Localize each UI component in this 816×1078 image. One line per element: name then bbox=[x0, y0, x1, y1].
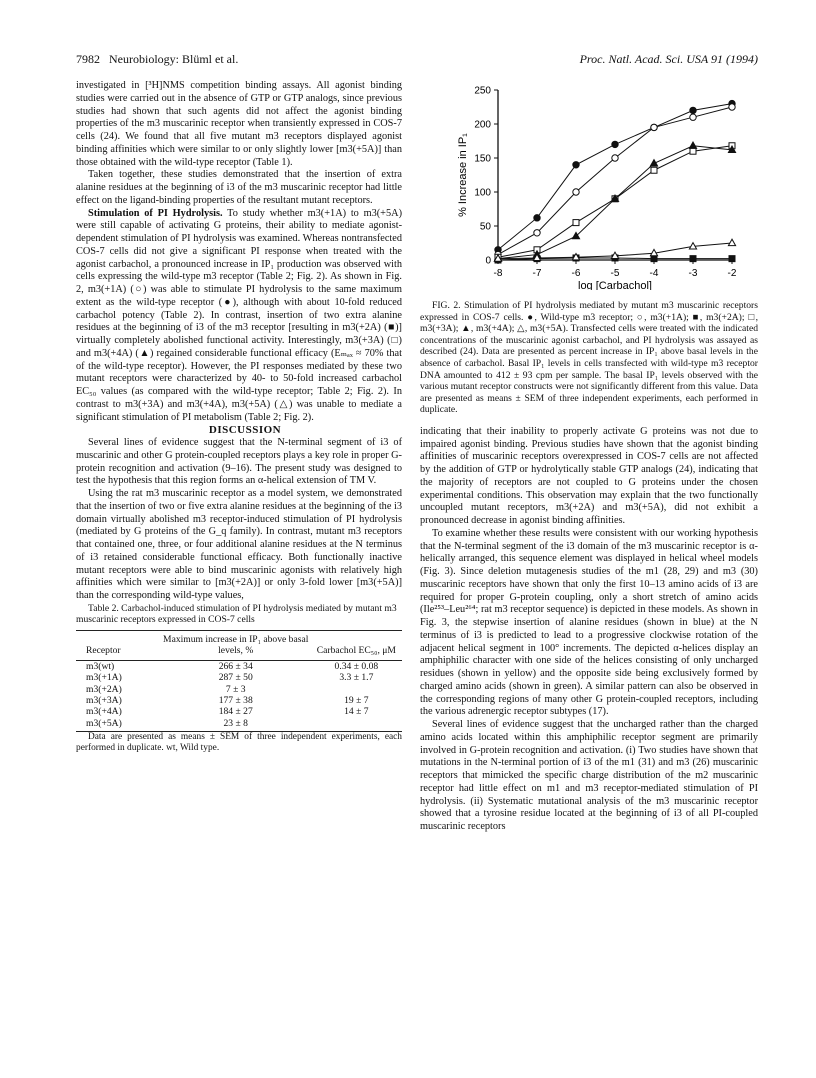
x-tick-label: -7 bbox=[532, 268, 542, 279]
data-point-circle bbox=[690, 107, 696, 113]
table-cell: 3.3 ± 1.7 bbox=[339, 672, 374, 684]
y-tick-label: 150 bbox=[474, 153, 491, 165]
table-cell bbox=[311, 684, 402, 695]
data-point-circle bbox=[612, 141, 618, 147]
column-header: Receptor bbox=[76, 630, 161, 660]
figure-2 bbox=[420, 80, 758, 290]
data-point-square bbox=[651, 167, 657, 173]
x-tick-label: -8 bbox=[493, 268, 503, 279]
run-in-heading: Stimulation of PI Hydrolysis. bbox=[88, 207, 223, 219]
table-cell: m3(+3A) bbox=[86, 694, 122, 706]
data-point-circle bbox=[651, 124, 657, 130]
table-cell: m3(+5A) bbox=[76, 718, 161, 732]
table-cell: 19 ± 7 bbox=[344, 694, 369, 706]
left-column bbox=[76, 80, 402, 755]
running-title: Neurobiology: Blüml et al. bbox=[109, 52, 239, 66]
table-row bbox=[76, 660, 402, 672]
data-point-square bbox=[651, 256, 657, 262]
journal-citation: Proc. Natl. Acad. Sci. USA 91 (1994) bbox=[579, 52, 758, 66]
y-tick-label: 250 bbox=[474, 85, 491, 97]
paragraph: Taken together, these studies demonstrated that the insertion of extra alanine residues at the beginning of i3 of the m3 muscarinic receptor had little effect on the ligand-binding properties of the resultant mutant receptors. bbox=[76, 169, 402, 206]
table-footnote: Data are presented as means ± SEM of three independent experiments, each performed in duplicate. wt, Wild type. bbox=[76, 732, 402, 754]
table-cell: 177 ± 38 bbox=[218, 694, 253, 706]
x-tick-label: -5 bbox=[610, 268, 620, 279]
table-cell: 23 ± 8 bbox=[161, 718, 311, 732]
table-cell: m3(+2A) bbox=[86, 683, 122, 695]
section-heading: DISCUSSION bbox=[208, 424, 282, 437]
y-tick-label: 200 bbox=[474, 119, 491, 131]
table-cell: 287 ± 50 bbox=[218, 672, 253, 684]
paragraph: Using the rat m3 muscarinic receptor as a model system, we demonstrated that the insertion of two or five extra alanine residues at the beginning of the i3 domain virtually abolished m3 receptor-induced stimulation of PI hydrolysis (mediated by G proteins of the G_q family). In contrast, mutant m3 receptors that contained one, three, or four additional alanine residues at the N terminus of i3 retained considerable functional efficacy. Both functionally inactive mutant receptors were able to bind muscarinic agonists with relatively high affinities which were similar to [m3(+2A)] or only 3-fold lower [m3(+5A)] than the corresponding wild-type values, bbox=[76, 488, 402, 601]
table-header-row bbox=[76, 630, 402, 660]
y-tick-label: 100 bbox=[474, 187, 491, 199]
table-cell bbox=[311, 718, 402, 732]
dose-response-chart bbox=[420, 80, 758, 290]
data-point-square bbox=[690, 256, 696, 262]
data-point-circle bbox=[612, 155, 618, 161]
column-header: Carbachol EC₅₀, μM bbox=[311, 630, 402, 660]
data-point-circle bbox=[534, 230, 540, 236]
table-cell: 184 ± 27 bbox=[218, 706, 253, 718]
table-cell: 266 ± 34 bbox=[218, 660, 253, 672]
table-cell: 0.34 ± 0.08 bbox=[334, 660, 379, 672]
table-row bbox=[76, 672, 402, 683]
data-point-square bbox=[573, 220, 579, 226]
page-number: 7982 bbox=[76, 52, 100, 66]
data-point-square bbox=[729, 256, 735, 262]
table-row bbox=[76, 718, 402, 732]
figure-caption: FIG. 2. Stimulation of PI hydrolysis mediated by mutant m3 muscarinic receptors expressed in COS-7 cells. ●, Wild-type m3 receptor; ○, m3(+1A); ■, m3(+2A); □, m3(+3A); ▲, m3(+4A); △, m3(+5A). Transfected cells were treated with the indicated concentrations of the muscarinic agonist carbachol, and PI hydrolysis was assayed as described (24). Data are presented as percent increase in IP₁ above basal levels in the absence of carbachol. Basal IP₁ levels in cells transfected with wild-type m3 receptor DNA amounted to 412 ± 93 cpm per sample. The basal IP₁ levels observed with the various mutant receptor constructs were not significantly different from this value. Data are presented as means ± SEM of three independent experiments, each performed in duplicate. bbox=[420, 300, 758, 416]
data-point-triangle bbox=[728, 239, 735, 245]
table-row bbox=[76, 706, 402, 717]
header-left bbox=[76, 52, 238, 67]
column-header: Maximum increase in IP₁ above basal levels, % bbox=[161, 630, 311, 660]
table-cell: m3(+4A) bbox=[86, 706, 122, 718]
y-axis-label: % Increase in IP₁ bbox=[457, 133, 469, 217]
data-point-circle bbox=[729, 104, 735, 110]
paragraph-text: To study whether m3(+1A) to m3(+5A) were still capable of activating G proteins, their ability to mediate agonist-dependent stimulation of PI hydrolysis was examined. Whereas nontransfected COS-7 cells did not give a significant PI response when treated with the agonist carbachol, a pronounced increase in IP₁ production was observed with cells expressing the wild-type m3 receptor (Table 2; Fig. 2). As shown in Fig. 2, m3(+1A) (○) was able to stimulate PI hydrolysis to the same maximum extent as the wild-type receptor (●), although with about 10-fold reduced carbachol potency (Table 2). In contrast, insertion of two extra alanine residues at the beginning of i3 of the m3 receptor [resulting in m3(+2A) (■)] virtually completely abolished functional activity. Interestingly, m3(+3A) (□) and m3(+4A) (▲) regained considerable functional efficacy (Eₘₐₓ ≈ 70% that of the wild-type receptor). However, the PI responses mediated by these two mutant receptors were characterized by 40- to 50-fold increased carbachol EC₅₀ values (as compared with the wild-type receptor; Table 2; Fig. 2). In contrast to m3(+3A) and m3(+4A), m3(+5A) (△) was unable to mediate a significant stimulation of PI metabolism (Table 2; Fig. 2). bbox=[76, 207, 403, 423]
x-tick-label: -4 bbox=[649, 268, 659, 279]
paragraph: indicating that their inability to properly activate G proteins was not due to impaired agonist binding. Previous studies have shown that the agonist binding affinities of muscarinic receptors overexpressed in COS-7 cells are not affected by the addition of GTP or hydrolytically stable GTP analogs (24), indicating that the majority of receptors are not coupled to G proteins under the chosen experimental conditions. This observation may explain that the two functionally uncoupled mutant receptors, m3(+2A) and m3(+5A), did not exhibit a pronounced decrease in agonist binding affinities. bbox=[420, 425, 758, 527]
y-tick-label: 0 bbox=[485, 255, 491, 267]
table-cell: 7 ± 3 bbox=[225, 683, 246, 695]
y-tick-label: 50 bbox=[479, 221, 491, 233]
series-line bbox=[498, 104, 732, 250]
table-cell: m3(wt) bbox=[86, 660, 115, 672]
paragraph: Several lines of evidence suggest that the N-terminal segment of i3 of muscarinic and other G protein-coupled receptors plays a key role in proper G-protein recognition and activation (9–16). The present study was designed to test the hypothesis that this region forms an α-helical extension of TM V. bbox=[76, 437, 402, 487]
x-tick-label: -3 bbox=[688, 268, 698, 279]
data-point-circle bbox=[573, 162, 579, 168]
data-point-circle bbox=[690, 114, 696, 120]
series-line bbox=[498, 107, 732, 255]
data-point-circle bbox=[573, 189, 579, 195]
paragraph-stimulation bbox=[76, 208, 402, 425]
data-point-square bbox=[690, 148, 696, 154]
data-point-circle bbox=[534, 215, 540, 221]
paragraph: Several lines of evidence suggest that the uncharged rather than the charged amino acids located within this amphiphilic receptor segment are primarily involved in G-protein recognition and activation. (i) Two studies have shown that mutations in the N-terminal portion of i3 of the m1 (31) and m3 (26) muscarinic receptors that mimicked the specific charge distribution of the m2 muscarinic receptor had little effect on m1 and m3 receptor-mediated stimulation of PI hydrolysis. (ii) Systematic mutational analysis of the m3 muscarinic receptor showed that a tyrosine residue located at the beginning of i3 of all PI-coupled muscarinic receptors bbox=[420, 719, 758, 833]
paragraph: investigated in [³H]NMS competition binding assays. All agonist binding studies were carried out in the absence of GTP or GTP analogs, since previous studies had shown that such agents did not affect the agonist binding properties of the m3 muscarinic receptor when transiently expressed in COS-7 cells (24). We found that all five mutant m3 receptors displayed agonist binding affinities which were similar to or only slightly lower [m3(+5A)] than those obtained with the wild-type receptor (Table 1). bbox=[76, 80, 402, 168]
x-tick-label: -2 bbox=[727, 268, 737, 279]
data-point-triangle bbox=[689, 142, 696, 148]
paragraph: To examine whether these results were consistent with our working hypothesis that the N-terminal segment of the i3 domain of the m3 muscarinic receptor is α-helically arranged, this sequence element was displayed in helical wheel models (Fig. 3). Since deletion mutagenesis studies of the m1 (28, 29) and m3 (30) muscarinic receptors have shown that only the first 10–13 amino acids of i3 are required for proper G-protein coupling, only a short stretch of amino acids (Ile²⁵³–Leu²⁶⁴; rat m3 receptor sequence) is depicted in these models. As shown in Fig. 3, the stepwise insertion of alanine residues (shown in blue) at the N terminus of i3 is predicted to lead to a progressive clockwise rotation of the adjacent helical segment in 100° increments. The depicted α-helices display an amphiphilic character with one side of the helices consisting of only uncharged residues (shown in yellow) and the opposite side being exclusively formed by charged amino acids (shown in green). A similar pattern can also be observed in the corresponding regions of many other G protein-coupled receptors, including the various adrenergic receptor subtypes (17). bbox=[420, 527, 758, 718]
data-table bbox=[76, 630, 402, 732]
right-column bbox=[420, 300, 758, 834]
table-cell: 14 ± 7 bbox=[344, 706, 369, 718]
x-axis-label: log [Carbachol] bbox=[578, 280, 652, 290]
table-caption: Table 2. Carbachol-induced stimulation of PI hydrolysis mediated by mutant m3 muscarinic receptors expressed in COS-7 cells bbox=[76, 602, 397, 626]
table-row bbox=[76, 684, 402, 695]
table-row bbox=[76, 695, 402, 706]
table-cell: m3(+1A) bbox=[86, 672, 122, 684]
x-tick-label: -6 bbox=[571, 268, 581, 279]
